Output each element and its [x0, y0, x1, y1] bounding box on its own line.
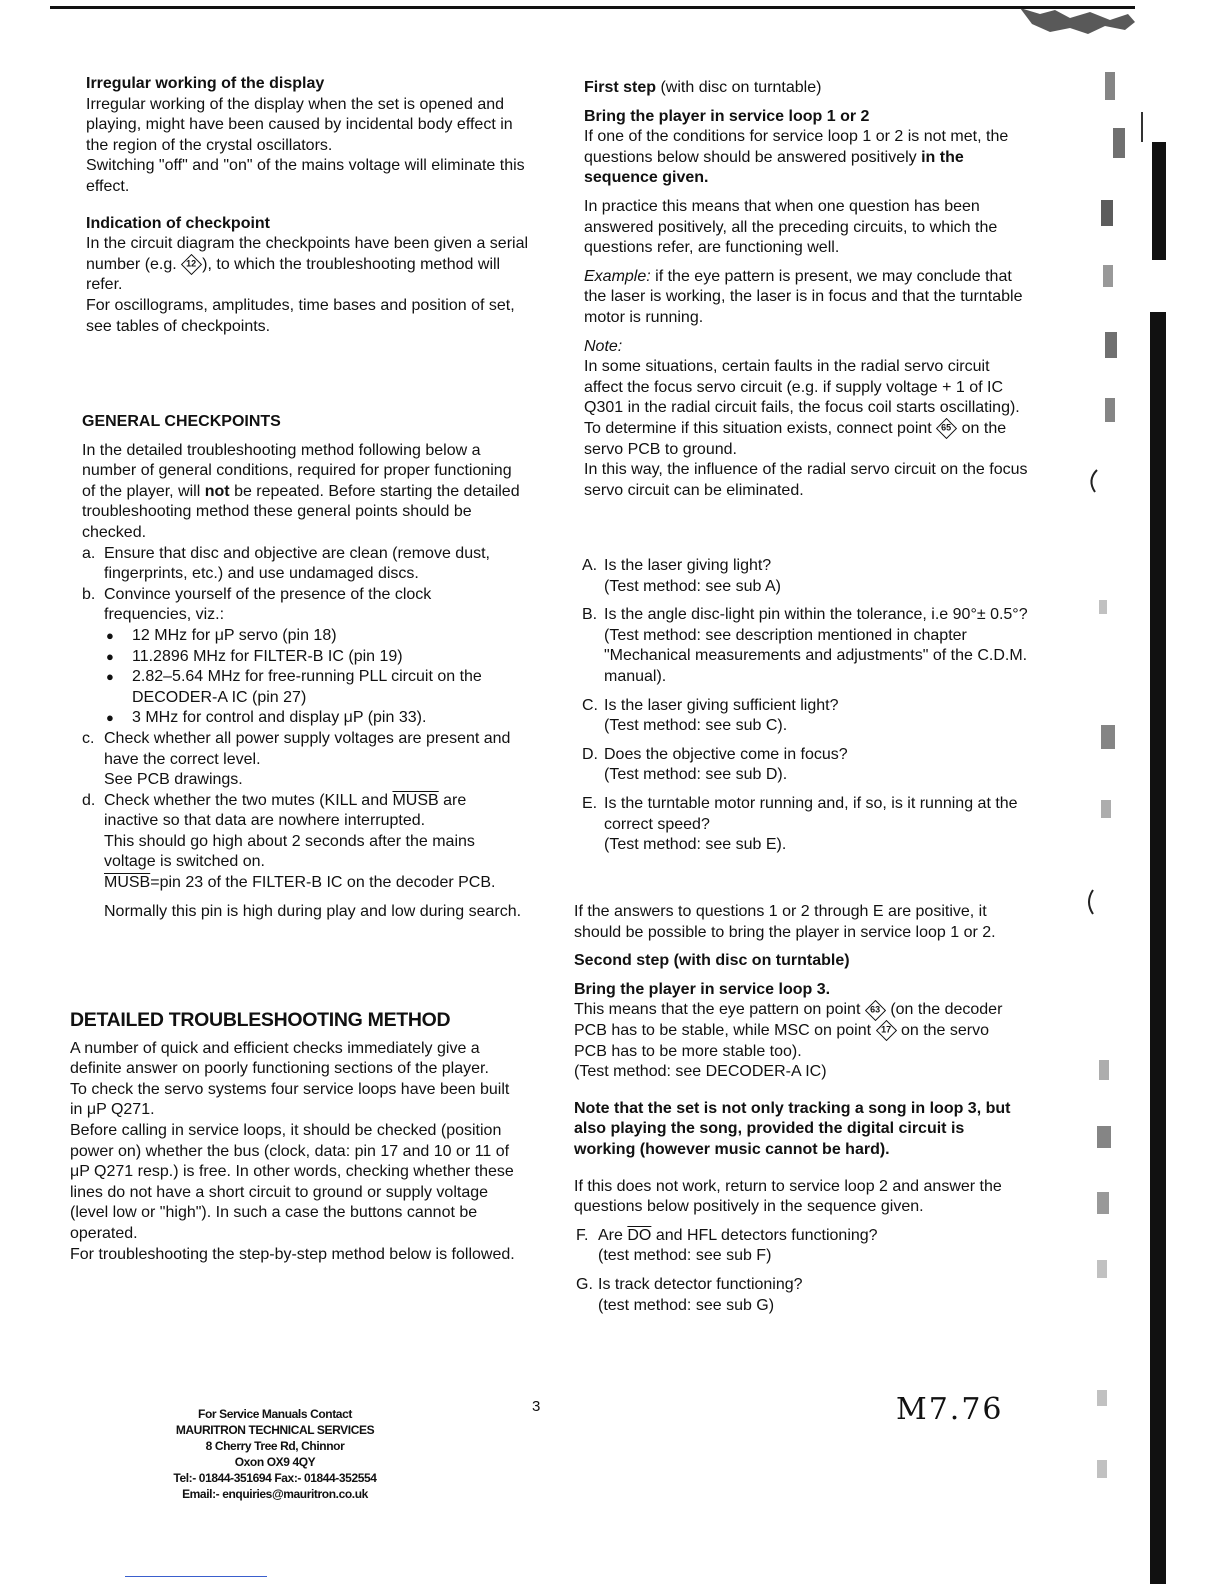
bullet-1: ● 12 MHz for μP servo (pin 18): [106, 626, 337, 644]
question-g-test: (test method: see sub G): [598, 1296, 775, 1314]
question-a: A. Is the laser giving light?: [582, 557, 772, 574]
loop3-test: (Test method: see DECODER-A IC): [574, 1063, 827, 1081]
question-f-test: (test method: see sub F): [598, 1247, 772, 1265]
note-text-2: To determine if this situation exists, connect point 65 on the servo PCB to ground.: [584, 419, 1007, 458]
irregular-heading: Irregular working of the display: [86, 75, 325, 92]
question-c: C. Is the laser giving sufficient light?: [582, 696, 839, 714]
right-column-top: [584, 78, 1030, 501]
question-g: G. Is track detector functioning?: [576, 1275, 803, 1293]
scan-edge-bar-lower: [1150, 312, 1166, 1584]
question-e-test: (Test method: see sub E).: [604, 836, 787, 854]
checkpoint-text: In the circuit diagram the checkpoints have been given a serial number (e.g. 12 ), to which the troubleshooting method will refer.: [86, 235, 529, 294]
example-text: Example: if the eye pattern is present, we may conclude that the laser is working, the laser is in focus and that the turntable motor is running.: [584, 267, 1023, 326]
footer-contact: [150, 1406, 400, 1502]
link-underline: [125, 1576, 267, 1577]
detailed-p4: For troubleshooting the step-by-step method below is followed.: [70, 1245, 515, 1263]
scan-edge-bar: [1152, 142, 1166, 260]
top-rule: [50, 6, 1135, 9]
general-heading: GENERAL CHECKPOINTS: [82, 413, 281, 430]
question-d-test: (Test method: see sub D).: [604, 766, 788, 784]
scan-noise: [1075, 60, 1135, 1500]
footer-line-6: Email:- enquiries@mauritron.co.uk: [182, 1487, 368, 1501]
scan-artifact: [1010, 0, 1140, 40]
question-f: F. Are $\overline{DO}$ and HFL detectors functioning?: [576, 1226, 878, 1244]
detailed-p3: Before calling in service loops, it should be checked (position power on) whether the bus (clock, data: pin 17 and 10 or 11 of μP Q271 resp.) is free. In other words, checking whether these lines do not have a short circuit to ground or supply voltage (level low or "high"). In such a case the buttons cannot be operated.: [70, 1121, 514, 1242]
bullet-2: ● 11.2896 MHz for FILTER-B IC (pin 19): [106, 647, 403, 665]
item-d: d. Check whether the two mutes (KILL and MUSB are inactive so that data are nowhere interrupted.: [82, 791, 467, 830]
footer-line-1: For Service Manuals Contact: [198, 1407, 352, 1421]
item-c: c. Check whether all power supply voltages are present and have the correct level.: [82, 729, 511, 768]
right-column-questions: [582, 556, 1028, 856]
item-d-3: MUSB=pin 23 of the FILTER-B IC on the decoder PCB.: [104, 874, 496, 892]
detailed-heading: DETAILED TROUBLESHOOTING METHOD: [70, 1009, 451, 1031]
item-a: a. Ensure that disc and objective are clean (remove dust, fingerprints, etc.) and use undamaged discs.: [82, 544, 490, 583]
footer-line-4: Oxon OX9 4QY: [234, 1455, 316, 1469]
footer-line-3: 8 Cherry Tree Rd, Chinnor: [205, 1439, 345, 1453]
checkpoint-heading: Indication of checkpoint: [86, 214, 271, 232]
question-e: E. Is the turntable motor running and, if so, is it running at the correct speed?: [582, 794, 1018, 833]
handwritten-note: M7.76: [896, 1392, 1004, 1427]
item-c-2: See PCB drawings.: [104, 771, 243, 789]
answers-text: If the answers to questions 1 or 2 through E are positive, it should be possible to bring the player in service loop 1 or 2.: [574, 903, 996, 941]
bullet-4: ● 3 MHz for control and display μP (pin 33).: [106, 709, 427, 727]
left-column-general: [82, 412, 522, 922]
first-step: First step (with disc on turntable): [584, 79, 822, 96]
right-column-bottom: [574, 902, 1020, 1316]
checkpoint-symbol: 63: [865, 1000, 886, 1021]
margin-mark: [1141, 112, 1143, 142]
checkpoint-symbol: 17: [875, 1020, 896, 1041]
irregular-text: Irregular working of the display when the set is opened and playing, might have been caused by incidental body effect in the region of the crystal oscillators.: [86, 95, 513, 154]
checkpoint-text-2: For oscillograms, amplitudes, time bases and position of set, see tables of checkpoints.: [86, 296, 515, 335]
question-d: D. Does the objective come in focus?: [582, 745, 848, 763]
practice-text: In practice this means that when one question has been answered positively, all the preceding circuits, to which the questions refer, are functioning well.: [584, 197, 998, 257]
item-b: b. Convince yourself of the presence of the clock frequencies, viz.:: [82, 585, 432, 624]
loop12-heading: Bring the player in service loop 1 or 2: [584, 107, 870, 125]
general-text: In the detailed troubleshooting method following below a number of general conditions, required for proper functioning of the player, will not be repeated. Before starting the detailed troubleshooting method these general points should be checked.: [82, 441, 520, 541]
loop12-text: If one of the conditions for service loop 1 or 2 is not met, the questions below should be answered positively in the sequence given.: [584, 128, 1009, 187]
question-c-test: (Test method: see sub C).: [604, 717, 788, 735]
item-d-4: Normally this pin is high during play and low during search.: [104, 902, 522, 920]
left-column-detailed: [70, 1010, 516, 1265]
question-b-test: (Test method: see description mentioned in chapter "Mechanical measurements and adjustments" of the C.D.M. manual).: [604, 626, 1028, 685]
note-text-3: In this way, the influence of the radial servo circuit on the focus servo circuit can be eliminated.: [584, 461, 1028, 499]
irregular-text-2: Switching "off" and "on" of the mains voltage will eliminate this effect.: [86, 157, 525, 195]
question-b: B. Is the angle disc-light pin within the tolerance, i.e 90°± 0.5°?: [582, 606, 1028, 624]
checkpoint-symbol: 65: [936, 418, 957, 439]
note-text-1: In some situations, certain faults in the radial servo circuit affect the focus servo circuit (e.g. if supply voltage + 1 of IC Q301 in the radial circuit fails, the focus coil starts oscillating).: [584, 358, 1020, 417]
bold-note: Note that the set is not only tracking a song in loop 3, but also playing the song, provided the digital circuit is working (however music cannot be hard).: [574, 1099, 1011, 1158]
page-number: 3: [532, 1398, 541, 1415]
second-step: Second step (with disc on turntable): [574, 952, 850, 970]
footer-line-2: MAURITRON TECHNICAL SERVICES: [175, 1423, 375, 1437]
return-text: If this does not work, return to service loop 2 and answer the questions below positively in the sequence given.: [574, 1177, 1002, 1216]
checkpoint-symbol: 12: [181, 254, 202, 275]
detailed-p2: To check the servo systems four service loops have been built in μP Q271.: [70, 1080, 510, 1119]
note-label: Note:: [584, 337, 623, 355]
loop3-text: This means that the eye pattern on point 63 (on the decoder PCB has to be stable, while MSC on point 17 on the servo PCB has to be more stable too).: [574, 1001, 1003, 1060]
loop3-heading: Bring the player in service loop 3.: [574, 980, 831, 998]
item-d-2: This should go high about 2 seconds after the mains voltage is switched on.: [104, 832, 475, 871]
detailed-p1: A number of quick and efficient checks immediately give a definite answer on poorly functioning sections of the player.: [70, 1039, 489, 1078]
bullet-3: ● 2.82–5.64 MHz for free-running PLL circuit on the DECODER-A IC (pin 27): [106, 668, 482, 706]
left-column-top: [86, 74, 532, 337]
question-a-test: (Test method: see sub A): [604, 577, 781, 595]
footer-line-5: Tel:- 01844-351694 Fax:- 01844-352554: [173, 1471, 377, 1485]
